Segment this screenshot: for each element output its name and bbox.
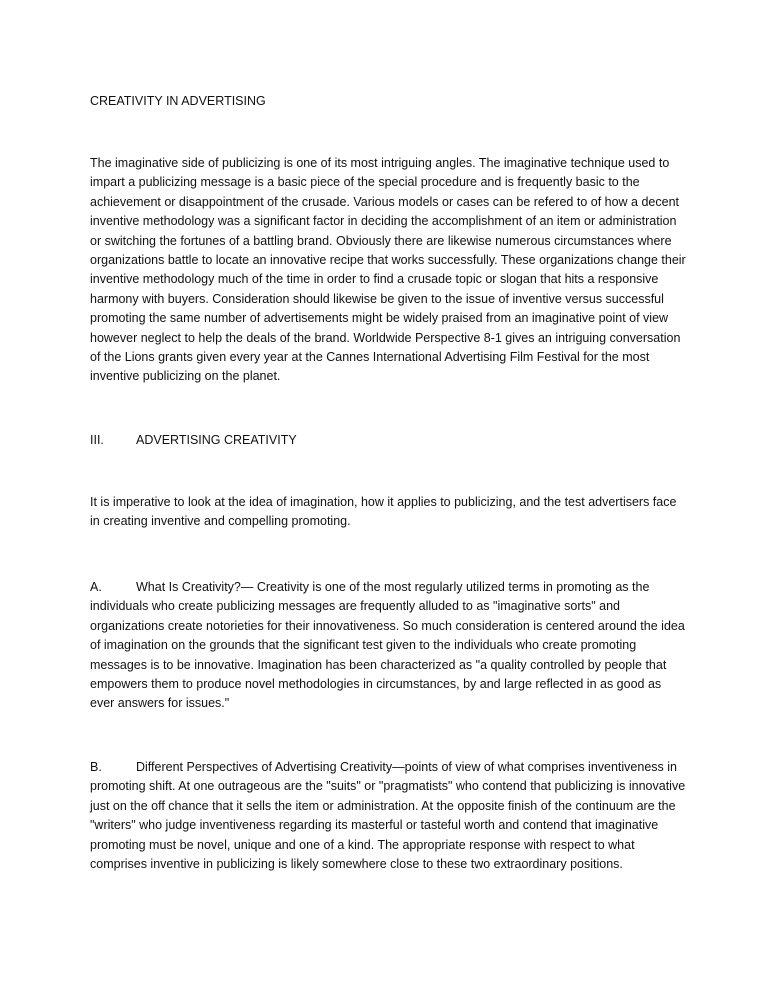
item-a-paragraph — [90, 578, 686, 714]
section-paragraph: It is imperative to look at the idea of imagination, how it applies to publicizing, and the test advertisers face in creating inventive and compelling promoting. — [90, 495, 677, 529]
section-number: III. — [90, 433, 104, 447]
item-a-marker: A. — [90, 580, 102, 594]
intro-paragraph: The imaginative side of publicizing is one of its most intriguing angles. The imaginative technique used to impart a publicizing message is a basic piece of the special procedure and is frequently basic to the achievement or disappointment of the crusade. Various models or cases can be refered to of how a decent inventive methodology was a significant factor in deciding the accomplishment of an item or administration or switching the fortunes of a battling brand. Obviously there are likewise numerous circumstances where organizations battle to locate an innovative recipe that works successfully. These organizations change their inventive methodology much of the time in order to find a crusade topic or slogan that hits a responsive harmony with buyers. Consideration should likewise be given to the issue of inventive versus successful promoting the same number of advertisements might be widely praised from an imaginative point of view however neglect to help the deals of the brand. Worldwide Perspective 8-1 gives an intriguing conversation of the Lions grants given every year at the Cannes International Advertising Film Festival for the most inventive publicizing on the planet. — [90, 156, 686, 384]
item-b-paragraph — [90, 758, 686, 874]
section-heading — [90, 431, 297, 450]
item-b-marker: B. — [90, 760, 102, 774]
document-title: CREATIVITY IN ADVERTISING — [90, 94, 266, 108]
item-b-text: Different Perspectives of Advertising Creativity—points of view of what comprises inventiveness in promoting shift. At one outrageous are the "suits" or "pragmatists" who contend that publicizing is innovative just on the off chance that it sells the item or administration. At the opposite finish of the continuum are the "writers" who judge inventiveness regarding its masterful or tasteful worth and contend that imaginative promoting must be novel, unique and one of a kind. The appropriate response with respect to what comprises inventive in publicizing is likely somewhere close to these two extraordinary positions. — [90, 760, 686, 872]
item-a-text: What Is Creativity?— Creativity is one of the most regularly utilized terms in promoting as the individuals who create publicizing messages are frequently alluded to as "imaginative sorts" and organizations create notorieties for their innovativeness. So much consideration is centered around the idea of imagination on the grounds that the significant test given to the individuals who create promoting messages is to be innovative. Imagination has been characterized as "a quality controlled by people that empowers them to produce novel methodologies in circumstances, by and large reflected in as good as ever answers for issues." — [90, 580, 685, 711]
section-title: ADVERTISING CREATIVITY — [136, 433, 297, 447]
document-page — [90, 0, 690, 994]
